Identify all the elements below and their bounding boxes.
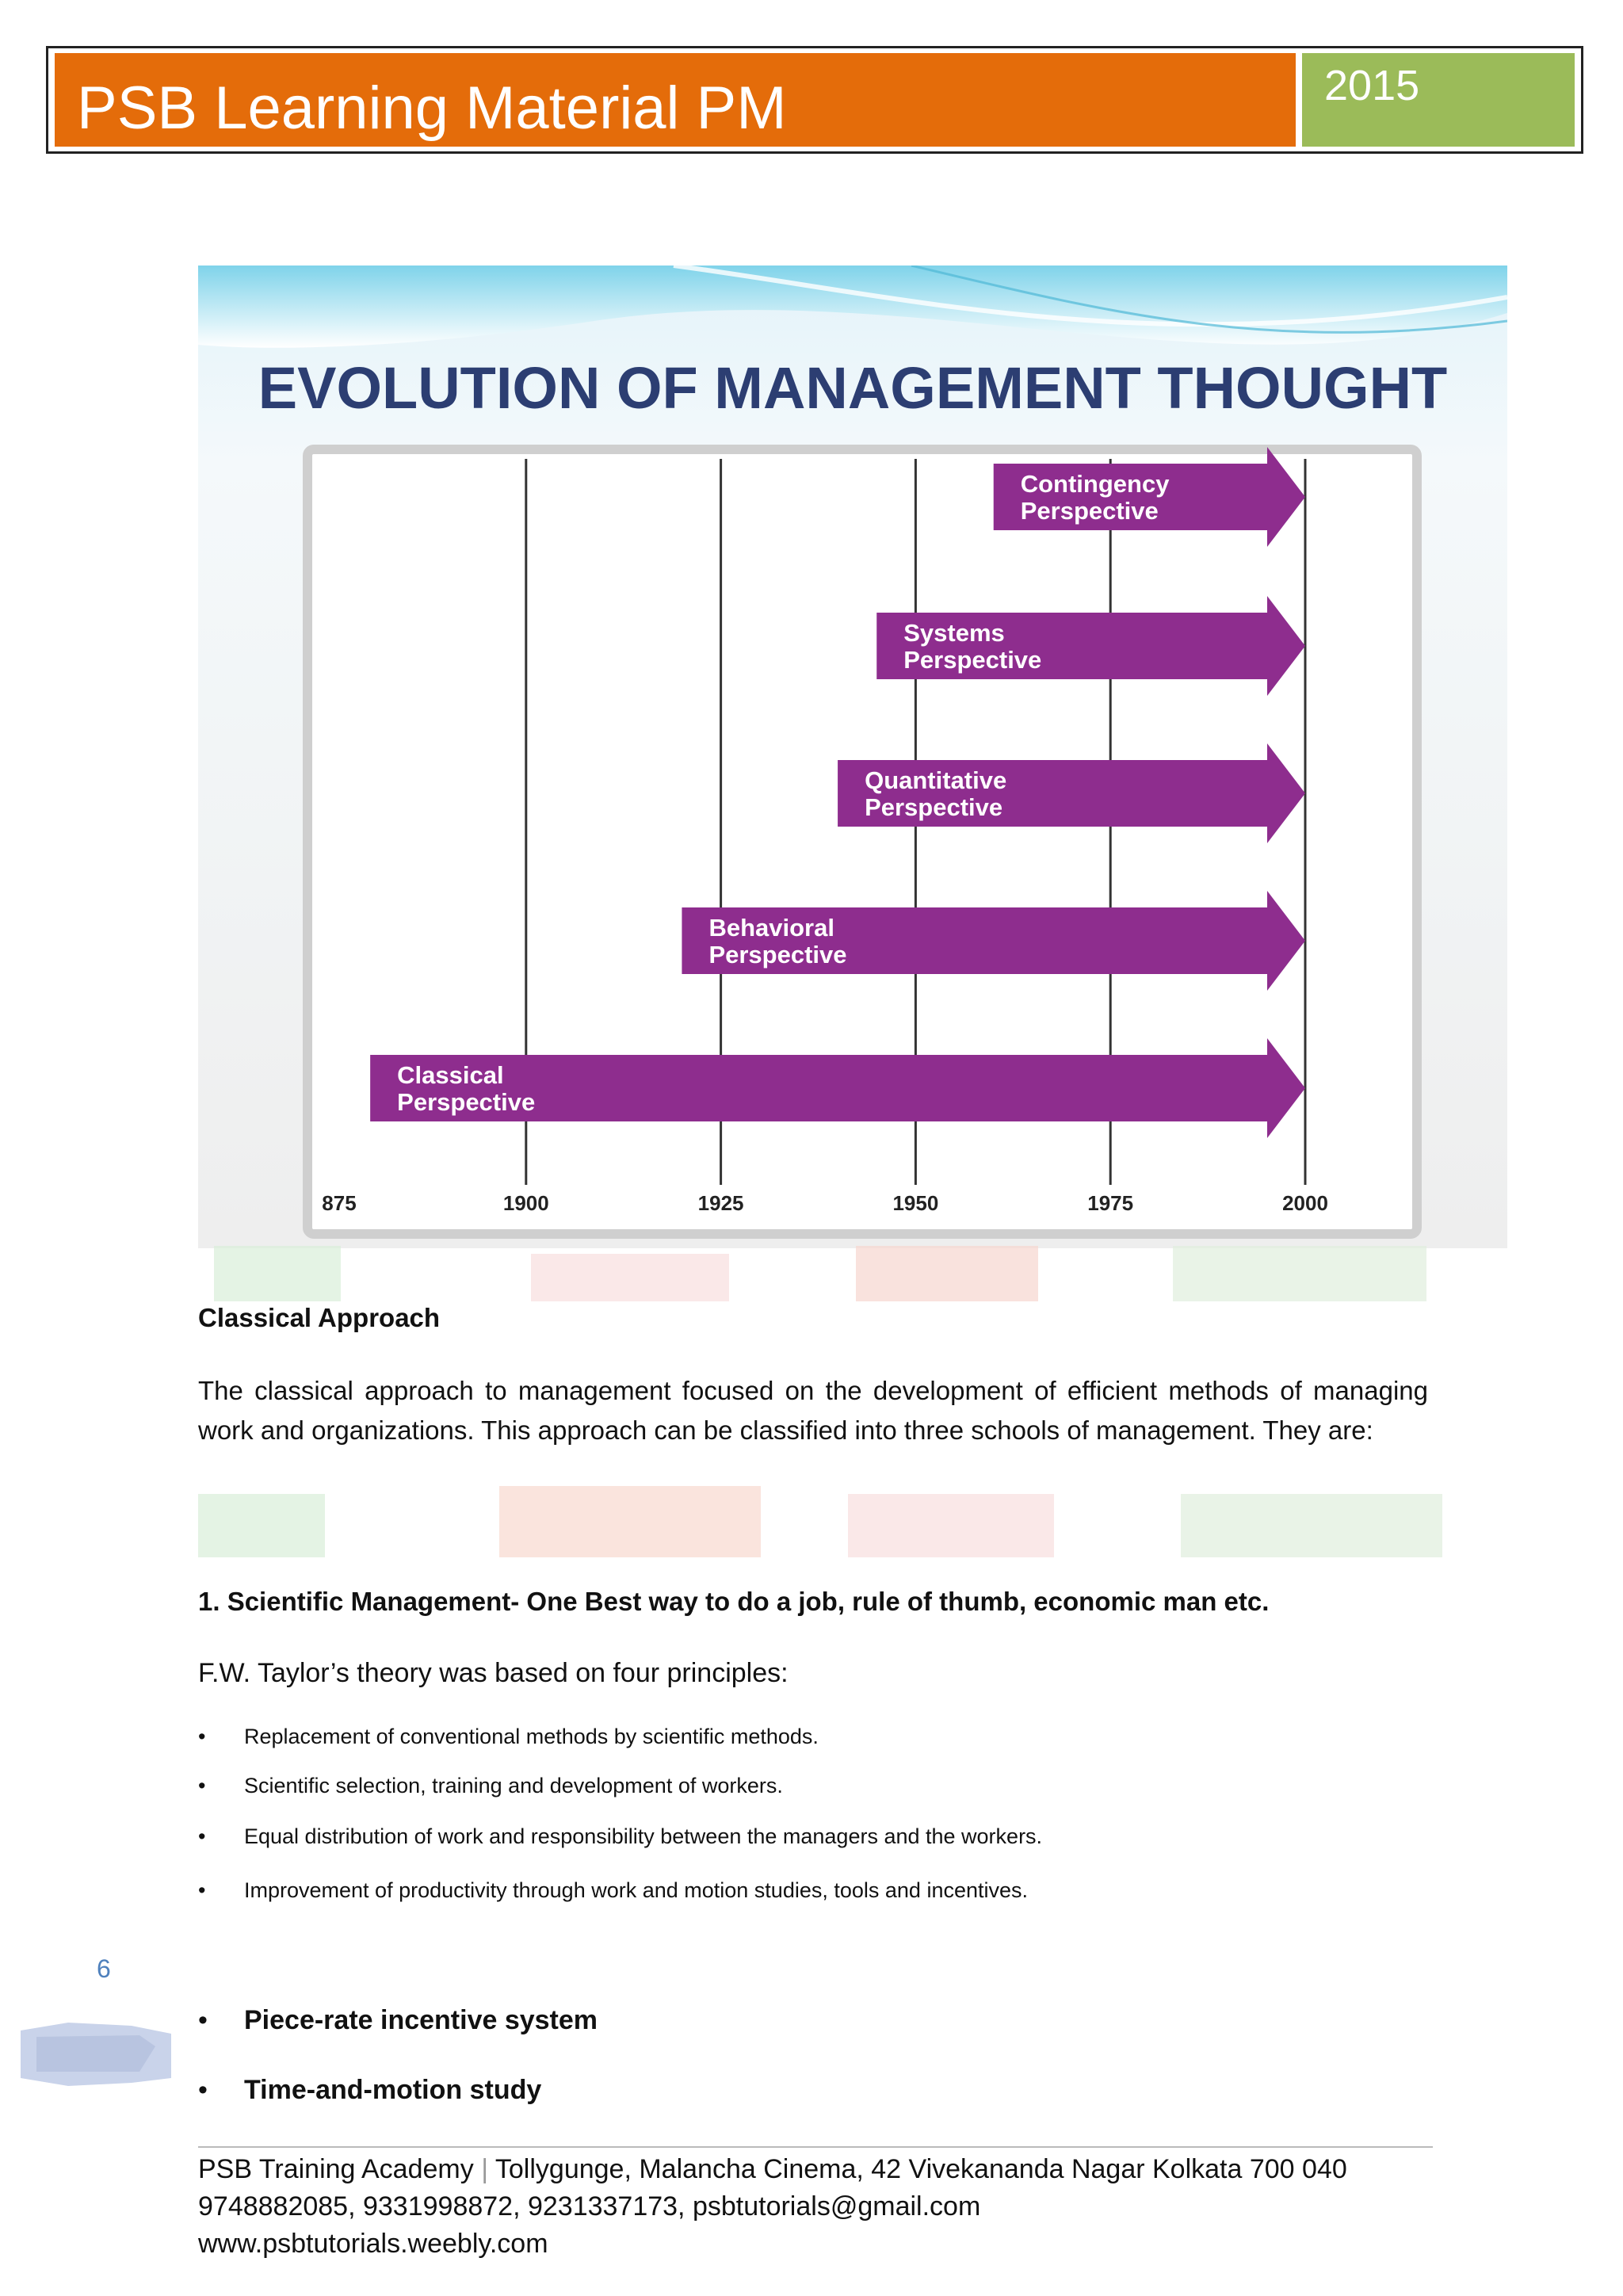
header-year: 2015 <box>1302 53 1575 147</box>
footer-line-1 <box>198 2151 1347 2188</box>
arrow-label: Perspective <box>397 1088 536 1116</box>
footer-contacts: 9748882085, 9331998872, 9231337173, psbtutorials@gmail.com <box>198 2191 981 2222</box>
footer-org: PSB Training Academy <box>198 2154 474 2184</box>
figure-title: EVOLUTION OF MANAGEMENT THOUGHT <box>258 355 1448 421</box>
timeline-tick-label: 1925 <box>697 1191 744 1215</box>
numbered-heading: 1. Scientific Management- One Best way to do a job, rule of thumb, economic man etc. <box>198 1587 1270 1616</box>
page-number: 6 <box>97 1954 111 1983</box>
arrow-label: Perspective <box>1020 497 1159 525</box>
taylor-intro: F.W. Taylor’s theory was based on four principles: <box>198 1658 789 1688</box>
arrow-label: Behavioral <box>708 914 834 942</box>
timeline-tick-label: 1975 <box>1087 1191 1134 1215</box>
evolution-figure <box>198 266 1507 1248</box>
bullet-label: Time-and-motion study <box>244 2075 542 2105</box>
footer-divider <box>198 2146 1433 2148</box>
footer-separator: | <box>481 2154 489 2184</box>
footer-address: Tollygunge, Malancha Cinema, 42 Vivekananda Nagar Kolkata 700 040 <box>495 2154 1347 2184</box>
section-heading: Classical Approach <box>198 1303 441 1332</box>
side-decoration <box>21 2023 179 2086</box>
bullet-label: Piece-rate incentive system <box>244 2005 598 2035</box>
intro-paragraph: The classical approach to management focused on the development of efficient methods of managing work and organizations. This approach can be classified into three schools of management. They are: <box>198 1376 1428 1445</box>
bold-bullet-item <box>198 2005 598 2036</box>
arrow-label: Perspective <box>865 793 1003 821</box>
header-title: PSB Learning Material PM <box>55 53 1296 147</box>
list-item: • Equal distribution of work and responsibility between the managers and the workers. <box>198 1817 1070 1856</box>
timeline-tick-label: 1950 <box>892 1191 939 1215</box>
footer <box>198 2151 1347 2263</box>
arrow-label: Systems <box>903 619 1005 647</box>
header-banner <box>46 46 1583 154</box>
bullet-dot: • <box>198 2005 208 2035</box>
bold-bullet-item <box>198 2075 541 2106</box>
bullet-dot: • <box>198 2075 208 2105</box>
list-item: • Improvement of productivity through work and motion studies, tools and incentives. <box>198 1870 1070 1910</box>
list-item: • Scientific selection, training and development of workers. <box>198 1766 1070 1805</box>
watermark-strip-2 <box>198 1486 1442 1557</box>
arrow-label: Classical <box>397 1061 504 1089</box>
watermark-strip-1 <box>198 1246 1442 1301</box>
footer-website: www.psbtutorials.weebly.com <box>198 2229 548 2259</box>
principles-list <box>198 1717 1070 1910</box>
arrow-label: Contingency <box>1020 470 1170 498</box>
timeline-tick-label: 875 <box>322 1191 357 1215</box>
list-item: • Replacement of conventional methods by scientific methods. <box>198 1717 1070 1756</box>
arrow-label: Quantitative <box>865 766 1007 794</box>
timeline-tick-label: 1900 <box>502 1191 549 1215</box>
arrow-label: Perspective <box>903 646 1042 674</box>
timeline-tick-label: 2000 <box>1282 1191 1328 1215</box>
arrow-label: Perspective <box>708 941 847 968</box>
evolution-chart <box>198 266 1507 1248</box>
